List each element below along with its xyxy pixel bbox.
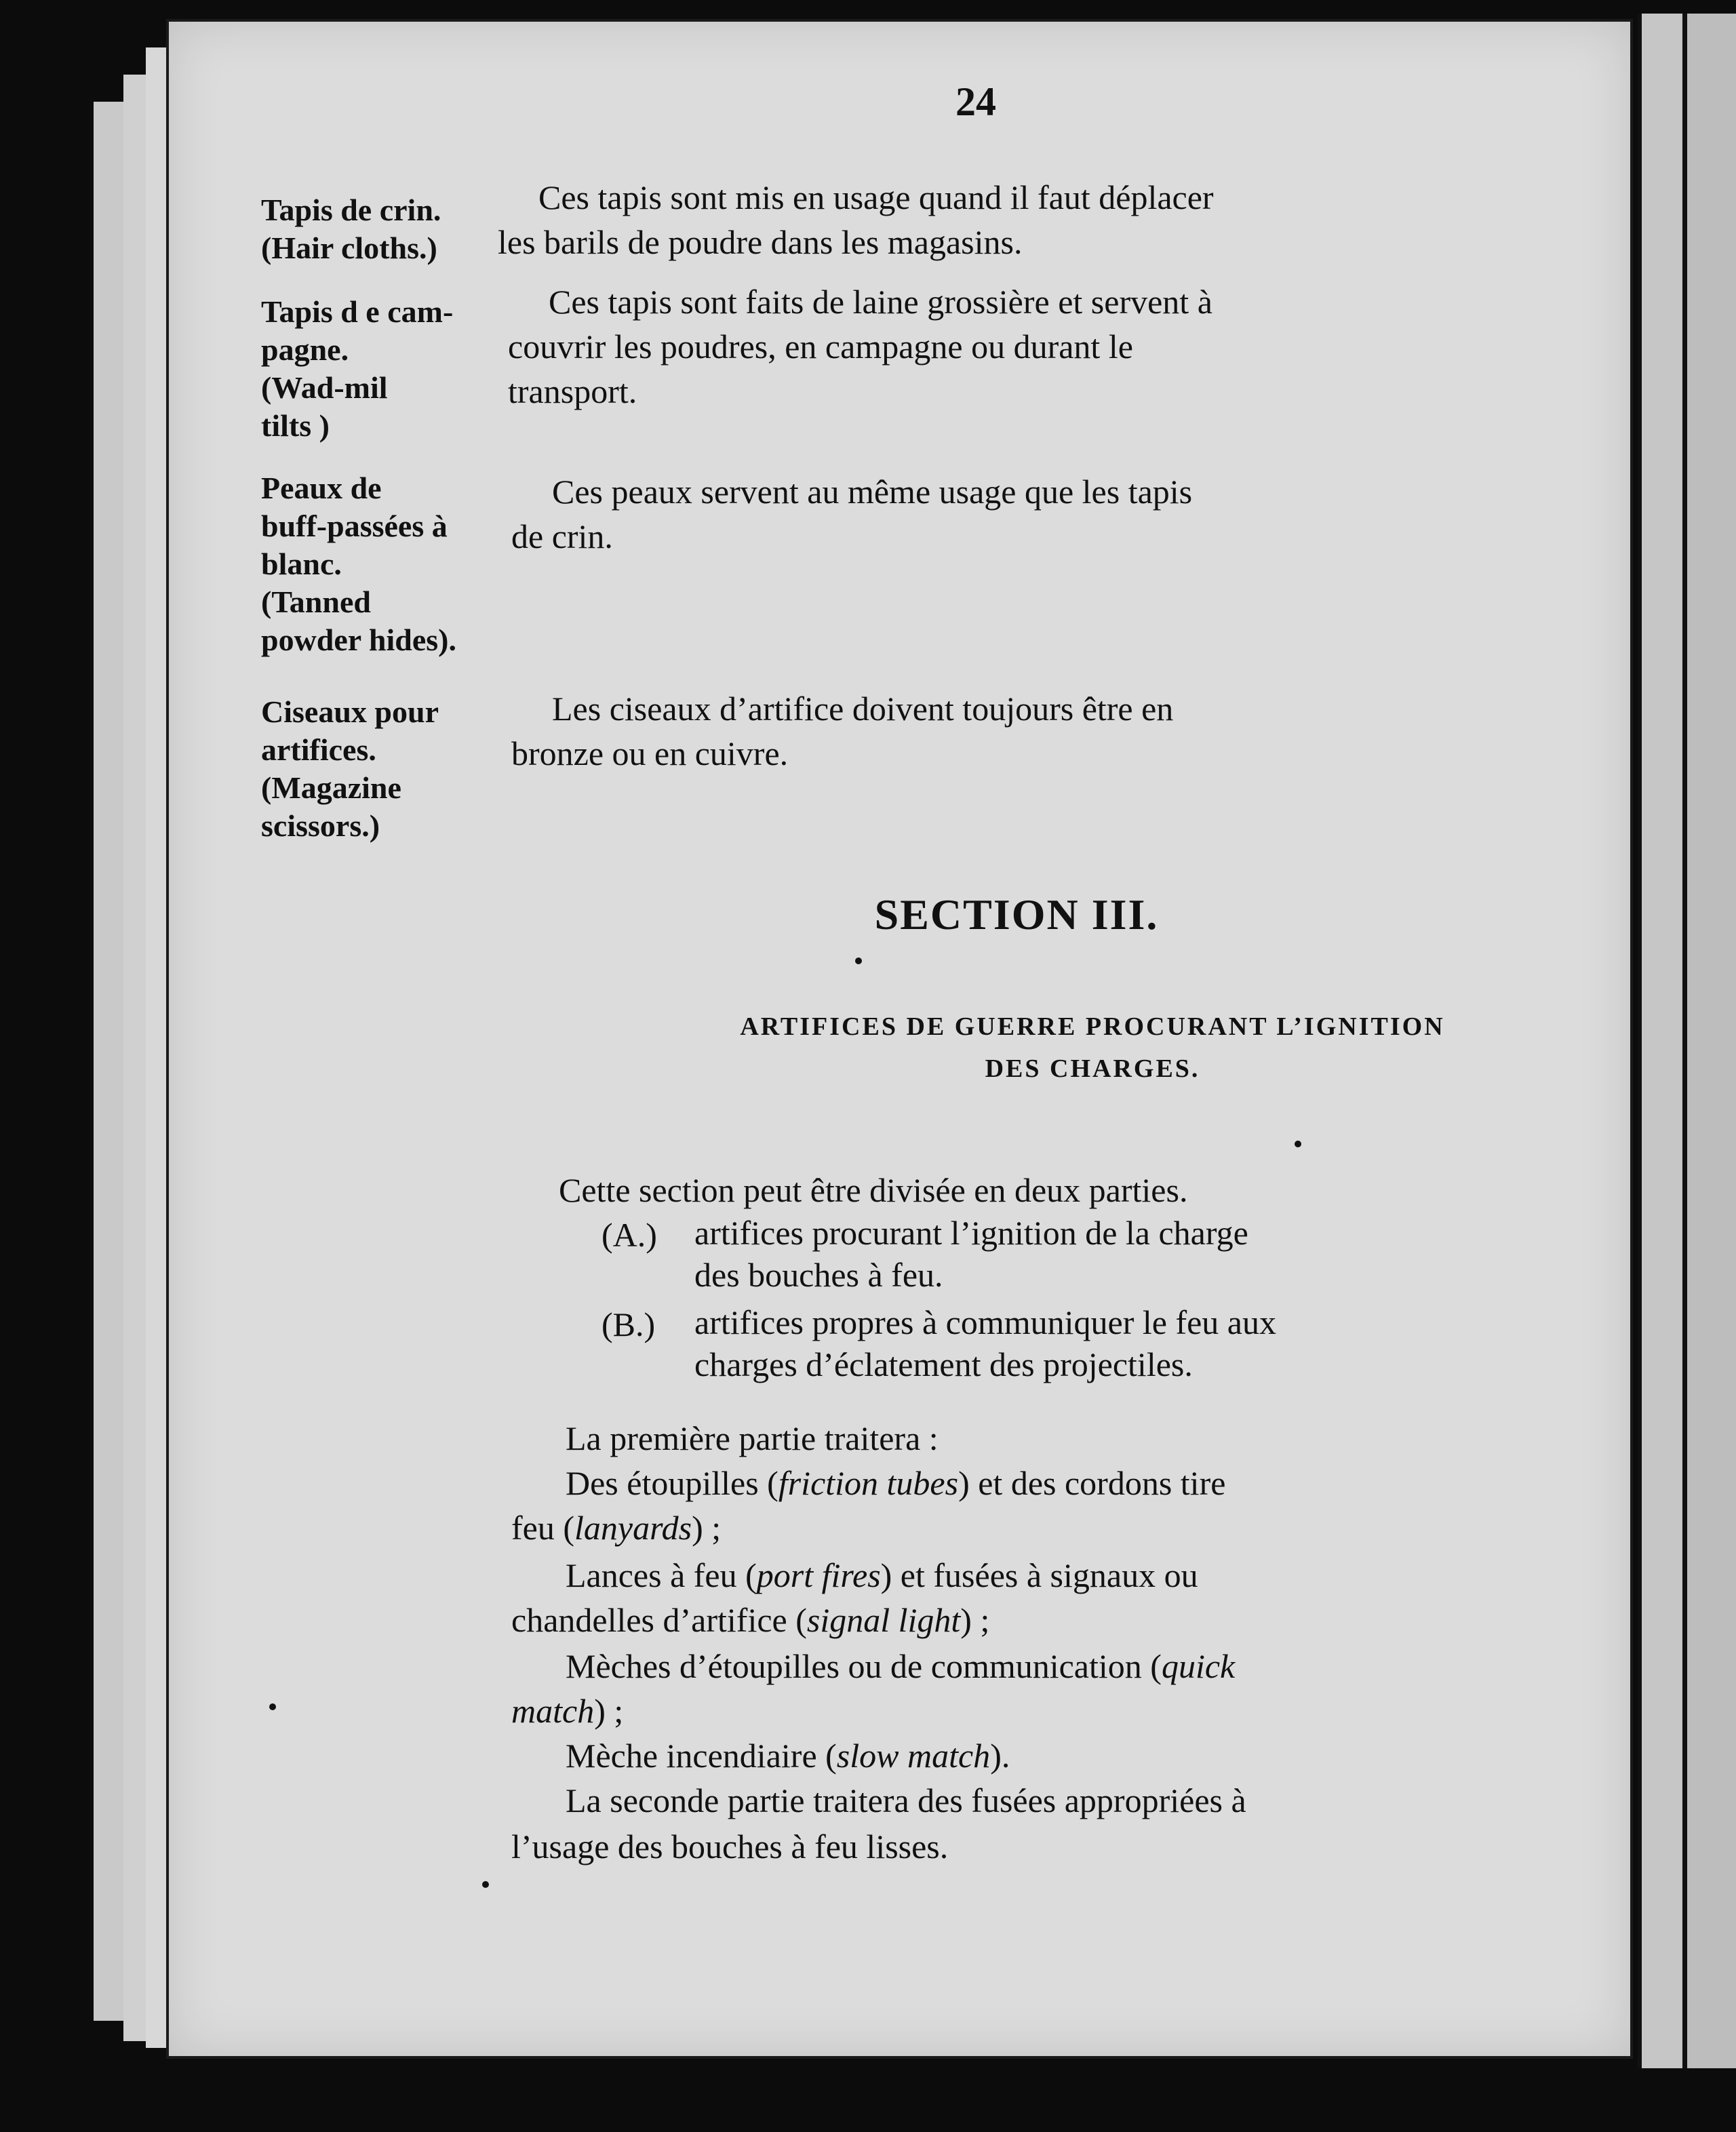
english-term: match [511,1692,595,1730]
page-number: 24 [955,79,996,124]
entry-line: Ces peaux servent au même usage que les tapis [552,473,1193,511]
part-label-a: (A.) [601,1216,657,1254]
ink-speck [855,958,862,964]
margin-note-magazine-scissors [261,693,439,845]
entry-line: bronze ou en cuivre. [511,734,789,772]
first-part-line-2 [511,1507,721,1549]
english-term: friction tubes [778,1464,959,1502]
entry-line: transport. [508,372,637,410]
facing-page-edge [1687,14,1736,2068]
section-intro: Cette section peut être divisée en deux parties. [559,1171,1188,1209]
margin-note-line: (Magazine [261,770,401,805]
english-term: port fires [756,1556,881,1594]
second-part-line-1: La seconde partie traitera des fusées appropriées à [566,1781,1246,1819]
text-run: Lances à feu ( [566,1556,757,1594]
facing-page-edge [1638,14,1686,2068]
first-part-line-4 [511,1599,989,1641]
entry-wad-mil-tilts [508,279,1627,414]
part-line: des bouches à feu. [694,1256,943,1294]
text-run: Des étoupilles ( [566,1464,778,1502]
first-part-line-7 [566,1735,1010,1777]
first-part-line-1 [566,1462,1627,1504]
entry-line: Ces tapis sont faits de laine grossière et servent à [549,283,1212,321]
margin-note-line: tilts ) [261,408,330,443]
section-heading-line-2: DES CHARGES. [985,1054,1200,1083]
margin-note-line: (Tanned [261,585,371,619]
part-a-text [694,1212,1630,1296]
entry-line: Ces tapis sont mis en usage quand il faut déplacer [538,178,1214,216]
entry-line: les barils de poudre dans les magasins. [498,223,1023,261]
margin-note-tanned-hides [261,469,456,659]
first-part-line-3 [566,1554,1627,1596]
part-line: artifices procurant l’ignition de la charge [694,1214,1248,1252]
text-run: feu ( [511,1509,574,1547]
book-page [166,19,1633,2059]
english-term: quick [1161,1647,1236,1685]
section-title: SECTION III. [874,890,1159,939]
margin-note-line: Peaux de [261,471,382,505]
text-run: ) ; [692,1509,722,1547]
part-b-text [694,1301,1630,1385]
english-term: lanyards [574,1509,692,1547]
entry-magazine-scissors [511,686,1630,776]
text-run: ). [990,1737,1010,1775]
section-heading-line-1: ARTIFICES DE GUERRE PROCURANT L’IGNITION [740,1012,1445,1041]
margin-note-wad-mil-tilts [261,293,453,445]
entry-line: couvrir les poudres, en campagne ou durant le [508,328,1133,366]
margin-note-line: Ciseaux pour [261,694,439,729]
margin-note-line: buff-passées à [261,509,448,543]
margin-note-line: pagne. [261,332,349,367]
text-run: ) ; [594,1692,624,1730]
entry-line: Les ciseaux d’artifice doivent toujours être en [552,690,1174,728]
text-run: ) et fusées à signaux ou [880,1556,1198,1594]
first-part-line-6 [511,1690,623,1732]
first-part-heading: La première partie traitera : [566,1419,939,1457]
margin-note-hair-cloths [261,191,441,267]
text-run: ) ; [960,1601,990,1639]
english-term: signal light [806,1601,961,1639]
english-term: slow match [836,1737,991,1775]
first-part-line-5 [566,1645,1627,1687]
margin-note-line: scissors.) [261,808,380,843]
text-run: ) et des cordons tire [958,1464,1226,1502]
second-part-line-2: l’usage des bouches à feu lisses. [511,1828,949,1866]
margin-note-line: artifices. [261,732,376,767]
part-label-b: (B.) [601,1305,656,1343]
ink-speck [1295,1141,1301,1147]
margin-note-line: blanc. [261,547,342,581]
text-run: Mèches d’étoupilles ou de communication ( [566,1647,1162,1685]
margin-note-line: (Wad-mil [261,370,388,405]
ink-speck [269,1703,276,1710]
margin-note-line: (Hair cloths.) [261,231,437,265]
margin-note-line: Tapis de crin. [261,193,441,227]
margin-note-line: Tapis d e cam- [261,294,454,329]
entry-tanned-hides [511,469,1630,559]
text-run: Mèche incendiaire ( [566,1737,837,1775]
entry-line: de crin. [511,517,613,555]
entry-hair-cloths [498,175,1623,264]
text-run: chandelles d’artifice ( [511,1601,807,1639]
part-line: charges d’éclatement des projectiles. [694,1345,1193,1383]
part-line: artifices propres à communiquer le feu aux [694,1303,1276,1341]
margin-note-line: powder hides). [261,623,456,657]
ink-speck [482,1881,489,1888]
